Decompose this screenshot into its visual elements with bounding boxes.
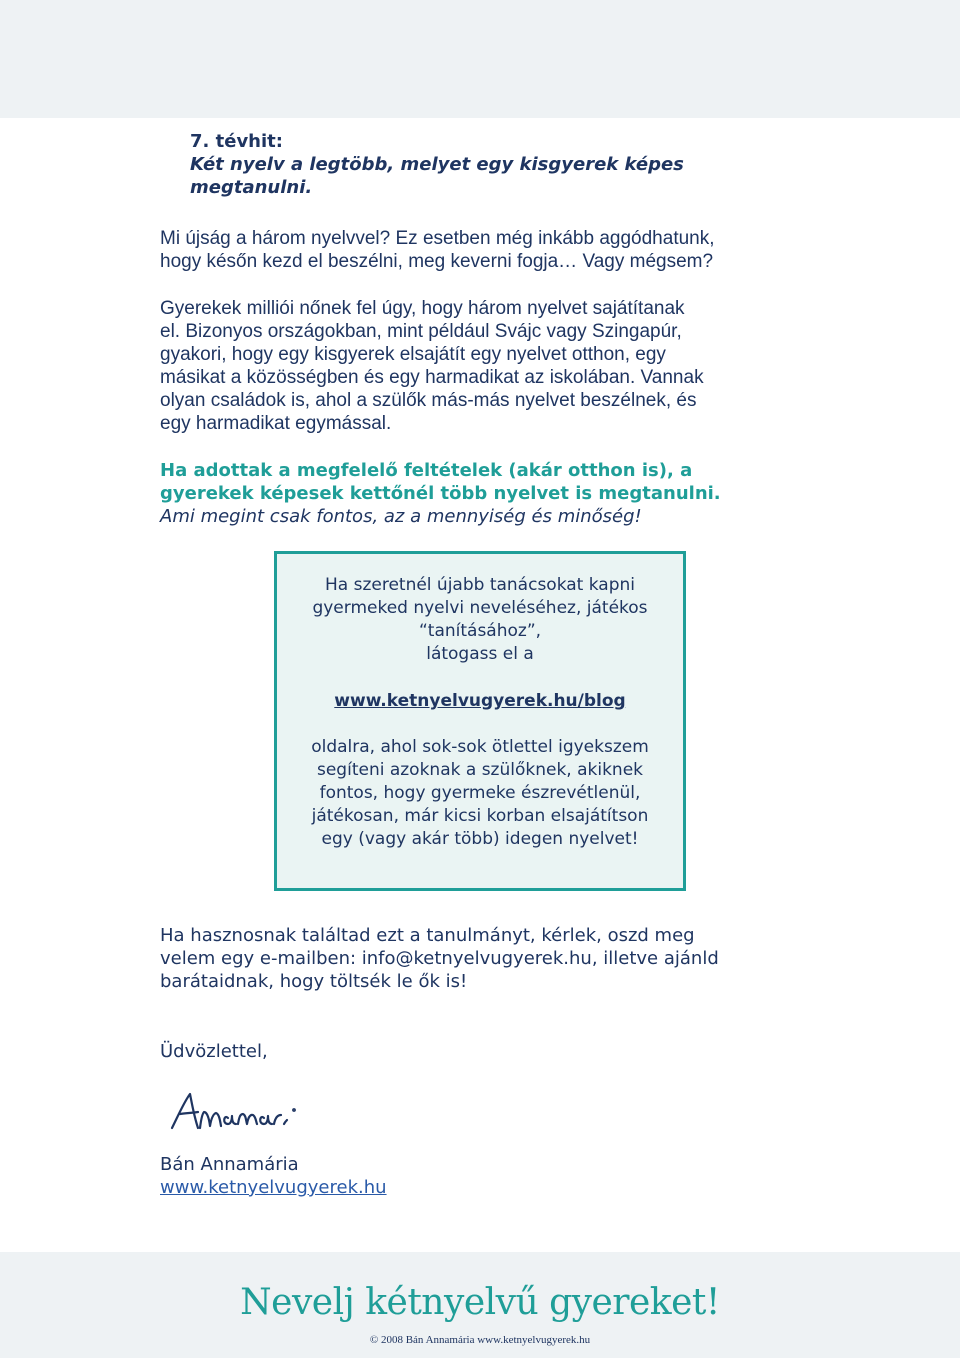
myth-heading xyxy=(190,130,770,199)
author-name: Bán Annamária xyxy=(160,1154,299,1175)
paragraph-three-languages: Mi újság a három nyelvvel? Ez esetben még inkább aggódhatunk, hogy későn kezd el beszélni, meg keverni fogja… Vagy mégsem? xyxy=(160,228,715,272)
share-request: Ha hasznosnak találtad ezt a tanulmányt, kérlek, oszd meg velem egy e-mailben: info@ketnyelvugyerek.hu, illetve ajánld barátaidnak, hogy töltsék le ők is! xyxy=(160,925,719,992)
myth-number: 7. tévhit: xyxy=(190,131,283,152)
myth-title: Két nyelv a legtöbb, melyet egy kisgyerek képes megtanulni. xyxy=(190,154,684,198)
footer-copyright: © 2008 Bán Annamária www.ketnyelvugyerek.hu xyxy=(369,1334,591,1346)
paragraph-millions-children: Gyerekek milliói nőnek fel úgy, hogy három nyelvet sajátítanak el. Bizonyos országokban, mint például Svájc vagy Szingapúr, gyakori, hogy egy kisgyerek elsajátít egy nyelvet otthon, egy másikat a közösségben és egy harmadikat az iskolában. Vannak olyan családok is, ahol a szülők más-más nyelvet beszélnek, és egy harmadikat egymással. xyxy=(160,298,704,434)
greeting: Üdvözlettel, xyxy=(160,1041,268,1062)
header-band xyxy=(0,0,960,118)
footer-slogan: Nevelj kétnyelvű gyereket! xyxy=(240,1282,720,1323)
signature-image xyxy=(166,1088,326,1136)
blog-link[interactable]: www.ketnyelvugyerek.hu/blog xyxy=(334,691,626,711)
emphasis-note: Ami megint csak fontos, az a mennyiség és minőség! xyxy=(160,506,642,527)
emphasis-statement: Ha adottak a megfelelő feltételek (akár otthon is), a gyerekek képesek kettőnél több nyelvet is megtanulni. xyxy=(160,460,721,504)
callout-intro: Ha szeretnél újabb tanácsokat kapni gyermeked nyelvi neveléséhez, játékos “tanításához”, látogass el a xyxy=(312,575,648,664)
author-website-link[interactable]: www.ketnyelvugyerek.hu xyxy=(160,1177,387,1198)
callout-body: oldalra, ahol sok-sok ötlettel igyekszem segíteni azoknak a szülőknek, akiknek fontos, hogy gyermeke észrevétlenül, játékosan, már kicsi korban elsajátítson egy (vagy akár több) idegen nyelvet! xyxy=(311,737,649,849)
blog-callout-box xyxy=(274,551,686,891)
